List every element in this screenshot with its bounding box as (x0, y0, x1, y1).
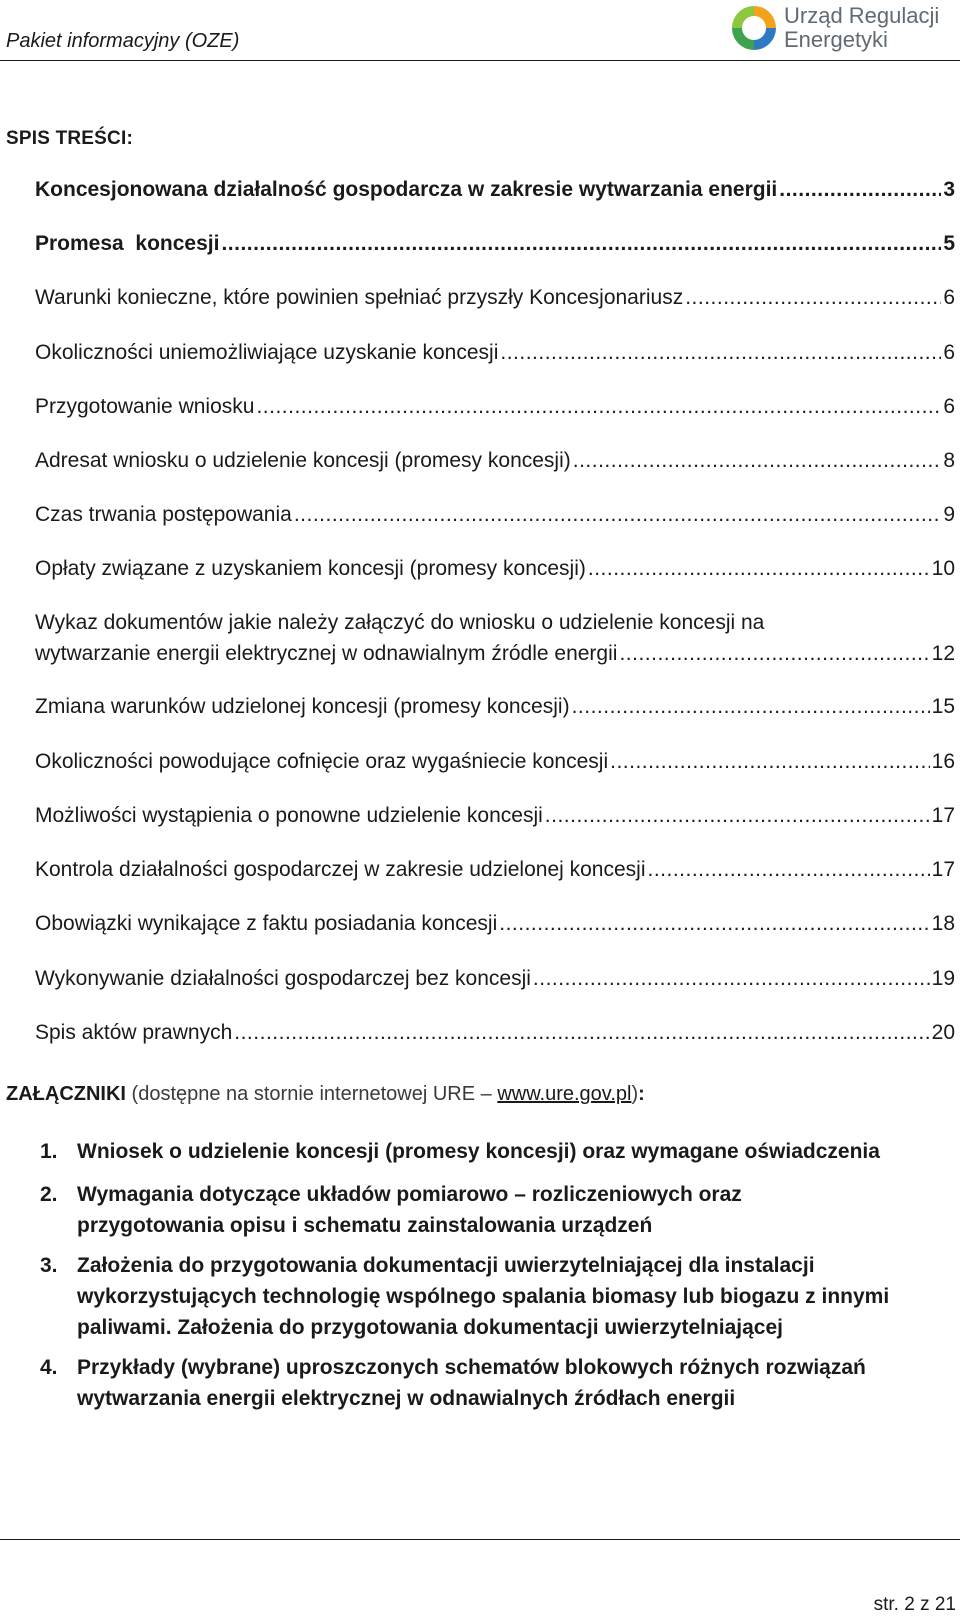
toc-entry-title: Zmiana warunków udzielonej koncesji (promesy koncesji) (35, 695, 570, 718)
toc-entry-title: Okoliczności powodujące cofnięcie oraz wygaśniecie koncesji (35, 750, 609, 773)
toc-entry[interactable] (35, 746, 955, 777)
toc-leader (648, 854, 930, 885)
toc-entry-title: Okoliczności uniemożliwiające uzyskanie koncesji (35, 341, 499, 364)
toc-entry-title: Spis aktów prawnych (35, 1021, 233, 1044)
toc-leader (779, 174, 941, 205)
annex-note-close: ) (631, 1083, 639, 1105)
toc-leader (685, 282, 941, 313)
annex-item-text: Założenia do przygotowania dokumentacji uwierzytelniającej dla instalacji wykorzystujących technologię wspólnego spalania biomasy lub biogazu z innymi paliwami. Założenia do przygotowania dokumentacji uwierzytelniającej (77, 1254, 890, 1339)
toc-entry-title: Opłaty związane z uzyskaniem koncesji (promesy koncesji) (35, 557, 586, 580)
toc-entry-page: 15 (931, 695, 955, 718)
toc-entry-page: 5 (943, 232, 955, 255)
toc-entry[interactable] (35, 282, 955, 313)
toc-entry-page: 12 (931, 642, 955, 665)
logo-line-1: Urząd Regulacji (784, 3, 940, 28)
annex-item-text: Wymagania dotyczące układów pomiarowo – rozliczeniowych oraz przygotowania opisu i schematu zainstalowania urządzeń (77, 1183, 742, 1237)
annex-heading-label: ZAŁĄCZNIKI (6, 1083, 126, 1105)
toc-entry-page: 9 (943, 503, 955, 526)
logo-line-2: Energetyki (784, 27, 888, 52)
toc-leader (221, 228, 941, 259)
toc-entry-title: Czas trwania postępowania (35, 503, 292, 526)
annex-item-text: Wniosek o udzielenie koncesji (promesy koncesji) oraz wymagane oświadczenia (77, 1140, 880, 1163)
toc-entry[interactable] (35, 607, 955, 669)
annex-note-open: (dostępne na stornie internetowej URE – (131, 1083, 498, 1105)
toc-leader (610, 746, 930, 777)
annex-item-number: 1. (40, 1140, 58, 1163)
toc-entry-title: Promesa koncesji (35, 232, 220, 255)
annex-item-text: Przykłady (wybrane) uproszczonych schematów blokowych różnych rozwiązań wytwarzania energii elektrycznej w odnawialnych źródłach energii (77, 1356, 866, 1410)
ure-logo-mark (728, 2, 780, 54)
annex-item (40, 1250, 930, 1343)
toc-entry-page: 10 (931, 557, 955, 580)
annex-item-number: 4. (40, 1356, 58, 1379)
toc-entry-title: Kontrola działalności gospodarczej w zakresie udzielonej koncesji (35, 858, 646, 881)
toc-leader (499, 908, 929, 939)
toc-entry-title: Możliwości wystąpienia o ponowne udzielenie koncesji (35, 804, 543, 827)
toc-leader (573, 445, 942, 476)
toc-leader (572, 691, 930, 722)
toc-entry-page: 16 (931, 750, 955, 773)
toc-leader (294, 499, 942, 530)
toc-entry-title: Adresat wniosku o udzielenie koncesji (promesy koncesji) (35, 449, 571, 472)
toc-leader (533, 963, 930, 994)
annex-item (40, 1352, 920, 1414)
toc-entry[interactable] (35, 963, 955, 994)
toc-entry-page: 20 (931, 1021, 955, 1044)
toc-entry-page: 19 (931, 967, 955, 990)
toc-entry[interactable] (35, 1017, 955, 1048)
toc-entry-title: Przygotowanie wniosku (35, 395, 255, 418)
toc-entry-page: 3 (943, 178, 955, 201)
toc-leader (588, 553, 930, 584)
toc-leader (234, 1017, 929, 1048)
ure-website-link[interactable]: www.ure.gov.pl (497, 1083, 632, 1105)
annex-item-number: 2. (40, 1183, 58, 1206)
toc-entry[interactable] (35, 691, 955, 722)
toc-entry-title: wytwarzanie energii elektrycznej w odnawialnym źródle energii (35, 642, 618, 665)
toc-entry-title: Obowiązki wynikające z faktu posiadania koncesji (35, 912, 498, 935)
toc-entry-title: Warunki konieczne, które powinien spełniać przyszły Koncesjonariusz (35, 286, 684, 309)
toc-heading: SPIS TREŚCI: (6, 128, 133, 149)
toc-entry[interactable] (35, 499, 955, 530)
toc-entry-page: 17 (931, 858, 955, 881)
toc-entry-title-line-1: Wykaz dokumentów jakie należy załączyć do wniosku o udzielenie koncesji na (35, 611, 765, 634)
toc-leader (619, 638, 929, 669)
annex-item (40, 1179, 820, 1241)
toc-entry[interactable] (35, 553, 955, 584)
footer-rule (0, 1539, 960, 1540)
toc-entry-page: 6 (943, 395, 955, 418)
toc-entry[interactable] (35, 337, 955, 368)
toc-entry[interactable] (35, 174, 955, 205)
annex-heading-colon: : (638, 1083, 645, 1105)
toc-entry-page: 6 (943, 341, 955, 364)
toc-entry[interactable] (35, 800, 955, 831)
page-number: str. 2 z 21 (873, 1594, 956, 1615)
toc-entry-page: 17 (931, 804, 955, 827)
toc-entry[interactable] (35, 854, 955, 885)
toc-entry-title: Koncesjonowana działalność gospodarcza w zakresie wytwarzania energii (35, 178, 778, 201)
header-rule (0, 60, 960, 61)
toc-entry[interactable] (35, 908, 955, 939)
toc-entry[interactable] (35, 228, 955, 259)
toc-entry-page: 8 (943, 449, 955, 472)
annex-heading (6, 1083, 645, 1106)
toc-leader (500, 337, 941, 368)
toc-entry[interactable] (35, 391, 955, 422)
toc-entry-page: 18 (931, 912, 955, 935)
ure-logo-text (784, 4, 939, 52)
ure-logo (728, 2, 960, 54)
annex-item (40, 1136, 940, 1167)
page-header (0, 0, 960, 62)
toc-leader (256, 391, 941, 422)
toc-leader (545, 800, 930, 831)
toc-entry-title: Wykonywanie działalności gospodarczej bez koncesji (35, 967, 531, 990)
toc-entry[interactable] (35, 445, 955, 476)
annex-item-number: 3. (40, 1254, 58, 1277)
toc-entry-page: 6 (943, 286, 955, 309)
document-title: Pakiet informacyjny (OZE) (6, 30, 240, 52)
